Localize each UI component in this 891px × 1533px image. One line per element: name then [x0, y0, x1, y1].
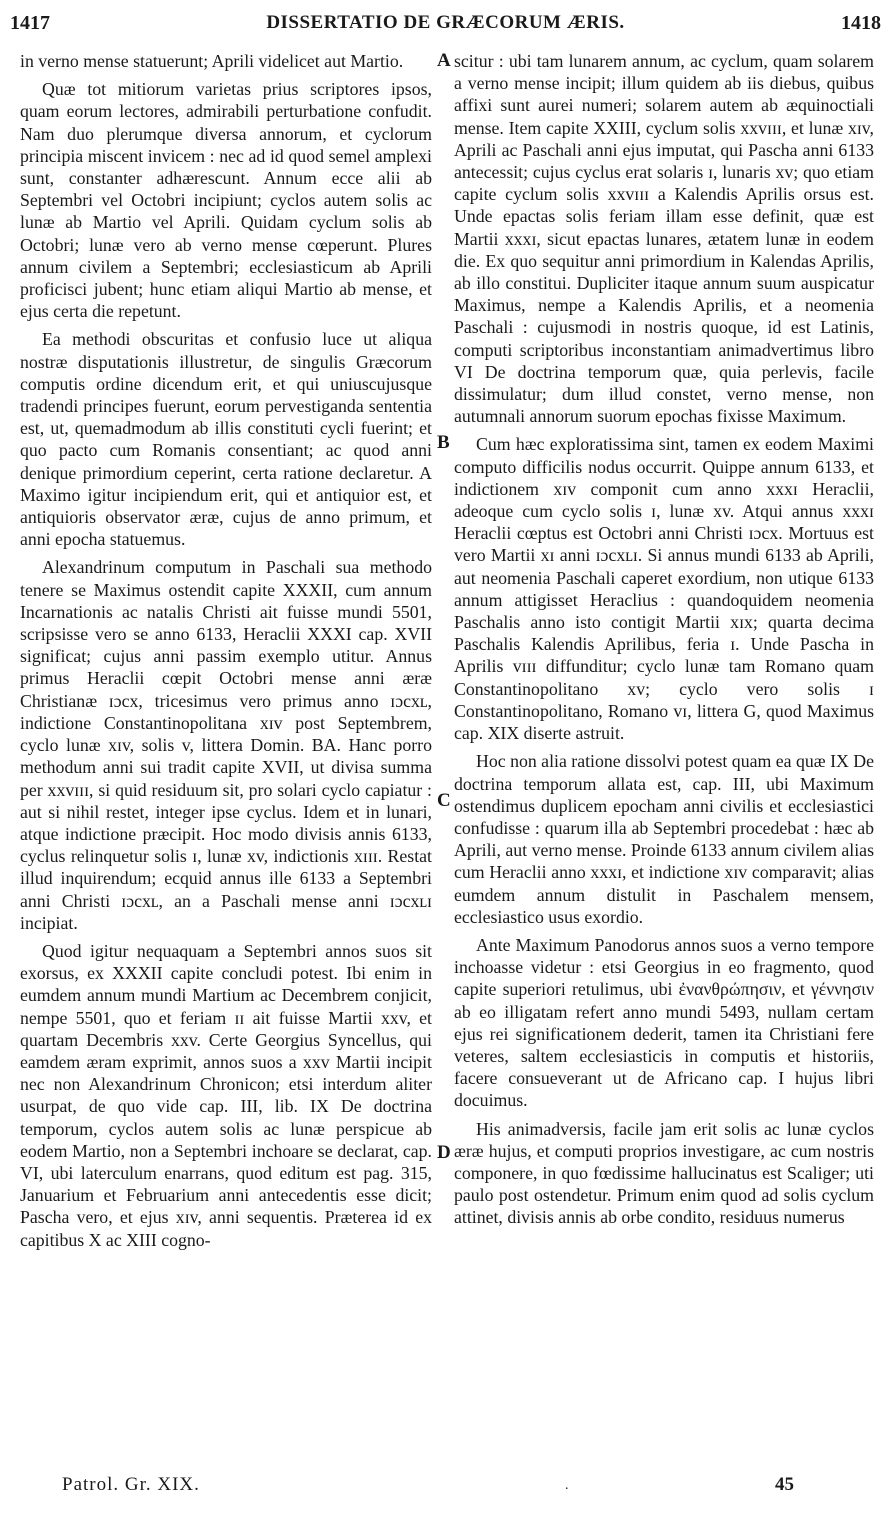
footer-signature: 45: [775, 1474, 794, 1495]
margin-letter-d: D: [437, 1142, 451, 1163]
paragraph: Hoc non alia ratione dissolvi potest quam ea quæ IX De doctrina temporum allata est, cap. III, ubi Maximum ostendimus duplicem epocham anni civilis et ecclesiastici confudisse : quarum illa ab Septembri procedebat : hæc ab Aprili, aut verno mense. Proinde 6133 annum civilem alias cum Heraclii anno xxxɪ, et indictione xɪv comparavit; alias eumdem annum distulit in Paschalem mensem, ecclesiastico usus exordio.: [454, 751, 875, 927]
margin-letter-c: C: [437, 790, 451, 811]
running-title: DISSERTATIO DE GRÆCORUM ÆRIS.: [266, 12, 625, 33]
page-header: [10, 8, 881, 38]
left-page-number: 1417: [10, 11, 50, 34]
left-column: [20, 50, 432, 1257]
paragraph: Ea methodi obscuritas et confusio luce ut aliqua nostræ disputationis illustretur, de singulis Græcorum computis ordine dicendum erit, et qui uniuscujusque tradendi principes fuerunt, eorum pervestiganda sententia est, ut, quemadmodum ab illis constituti cycli fuerint; et quo pacto cum Romanis consentiant; ac quod anni denique primordium ceperint, certa ratione declaretur. A Maximo igitur incipiendum erit, qui et antiquior est, et antiquioris observator æræ, cujus de anno primum, et anni epocha statuemus.: [20, 329, 432, 550]
paragraph: Cum hæc exploratissima sint, tamen ex eodem Maximi computo difficilis nodus occurrit. Quippe annum 6133, et indictionem xɪv componit cum anno xxxɪ Heraclii, adeoque cum cyclo solis ɪ, lunæ xv. Atqui annus xxxɪ Heraclii cœptus est Octobri anni Christi ɪɔcx. Mortuus est vero Martii xɪ anni ɪɔcxʟɪ. Si annus mundi 6133 ab Aprili, aut neomenia Paschali caperet exordium, non utique 6133 annum attigisset Heraclius : quandoquidem neomenia Paschalis anno isto contigit Martii xɪx; quarta decima Paschalis Kalendis Aprilibus, feria ɪ. Unde Pascha in Aprilis vɪɪɪ diffunditur; cyclo lunæ tam Romano quam Constantinopolitano xv; cyclo vero solis ɪ Constantinopolitano, Romano vɪ, littera G, quod Maximus cap. XIX diserte astruit.: [454, 434, 874, 744]
paragraph: Quæ tot mitiorum varietas prius scriptores ipsos, quam eorum lectores, admirabili perturbatione confudit. Nam duo plerumque diversa annorum, et cyclorum principia miscent invicem : nec ad id quod semel amplexi sunt, constanter adhærescunt. Annum ecce alii ab Septembri vel Octobri incipiunt; cyclos autem solis ac lunæ ab Martio vel Aprili. Quidam cyclum solis ab Octobri; lunæ vero ab verno mense cœperunt. Plures annum civilem a Septembri; ecclesiasticum ab Aprili proficisci jubent; hunc etiam aliqui Martio ab mense, et ejus certa die repetunt.: [20, 79, 432, 322]
footer-dot: .: [565, 1478, 569, 1493]
paragraph: Quod igitur nequaquam a Septembri annos suos sit exorsus, ex XXXII capite concludi potest. Ibi enim in eumdem annum mundi Martium ac Decembrem conjicit, nempe 5501, quo et feriam ɪɪ ait fuisse Martii xxv, et quartam Decembris xxv. Certe Georgius Syncellus, qui eamdem æram exprimit, annos suos a xxv Martii incipit nec non Alexandrinum Chronicon; etsi interdum aliter usurpat, de quo vide cap. III, lib. IX De doctrina temporum, cyclos autem solis ac lunæ perspicue ab eodem Martio, non a Septembri inchoare se declarat, cap. VI, ubi laterculum enarrans, quod editum est pag. 315, Januarium et Februarium anni antecedentis esse dicit; Pascha vero, et ejus xɪv, anni sequentis. Præterea id ex capitibus X ac XIII cogno-: [20, 940, 432, 1250]
right-column: [454, 50, 874, 1235]
paragraph: scitur : ubi tam lunarem annum, ac cyclum, quam solarem a verno mense incipit; illum quidem ab iis diebus, quibus affixi sunt aurei numeri; solarem autem ab æquinoctiali mense. Item capite XXIII, cyclum solis xxvɪɪɪ, et lunæ xɪv, Aprili ac Paschali anni ejus imputat, qui Pascha anni 6133 antecessit; cujus cyclus erat solaris ɪ, lunaris xv; quo etiam capite cyclum solis xxvɪɪɪ a Kalendis Aprilis orsus est. Unde epactas solis feriam illam esse definit, quæ est Martii xxxɪ, sicut epactas lunares, ætatem lunæ in eodem die. Ex quo sequitur anni primordium in Kalendas Aprilis, ab illo constitui. Dupliciter itaque annum suum auspicatur Maximus, nempe a Kalendis Aprilis, et a neomenia Paschali : cujusmodi in nostris quoque, id est Latinis, computi scriptoribus inconstantiam animadvertimus libro VI De doctrina temporum quæ, quia perlevis, facile dissimulatur; dum illud constet, verno mense, non autumnali annorum suorum epochas fixisse Maximum.: [454, 51, 874, 427]
margin-letter-a: A: [437, 50, 451, 71]
paragraph: Alexandrinum computum in Paschali sua methodo tenere se Maximus ostendit capite XXXII, cum annum Incarnationis ac natalis Christi ait fuisse mundi 5501, scripsisse vero se anno 6133, Heraclii XXXI cap. XVII significat; cujus anni passim exemplo utitur. Annus primus Heraclii cœpit Octobri mense anni æræ Christianæ ɪɔcx, tricesimus vero primus anno ɪɔcxʟ, indictione Constantinopolitana xɪv post Septembrem, cyclo lunæ xɪv, solis v, littera Domin. BA. Hanc porro methodum anni sui tradit capite XVII, ut divisa summa per xxvɪɪɪ, si quid residuum sit, pro solari cyclo capiatur : aut si nihil restet, integer ipse cyclus. Idem et in lunari, atque indictione præcipit. Hoc modo divisis annis 6133, cyclus relinquetur solis ɪ, lunæ xv, indictionis xɪɪɪ. Restat illud inquirendum; ecquid annus ille 6133 a Septembri anni Christi ɪɔcxʟ, an a Paschali mense anni ɪɔcxʟɪ incipiat.: [20, 557, 432, 933]
right-page-number: 1418: [840, 11, 881, 34]
margin-letter-b: B: [437, 432, 450, 453]
footer-series: Patrol. Gr. XIX.: [62, 1474, 200, 1495]
paragraph: Ante Maximum Panodorus annos suos a verno tempore inchoasse videtur : etsi Georgius in eo fragmento, quod capite superiori retulimus, ubi ἐνανθρώπησιν, et γέννησιν ab eo illigatam refert anno mundi 5493, nullam certam ejus rei significationem dederit, tamen ita Christiani fere veteres, saltem ecclesiasticis in computis et historiis, facere consueverant ut de Africano cap. I hujus libri docuimus.: [454, 934, 874, 1111]
paragraph: in verno mense statuerunt; Aprili videlicet aut Martio.: [20, 51, 404, 71]
paragraph: His animadversis, facile jam erit solis ac lunæ cyclos æræ hujus, et computi proprios investigare, ac cum nostris componere, in quo fœdissime hallucinatus est Scaliger; uti paulo post ostendetur. Primum enim quod ad solis cyclum attinet, divisis annis ab orbe condito, residuus numerus: [454, 1118, 874, 1228]
